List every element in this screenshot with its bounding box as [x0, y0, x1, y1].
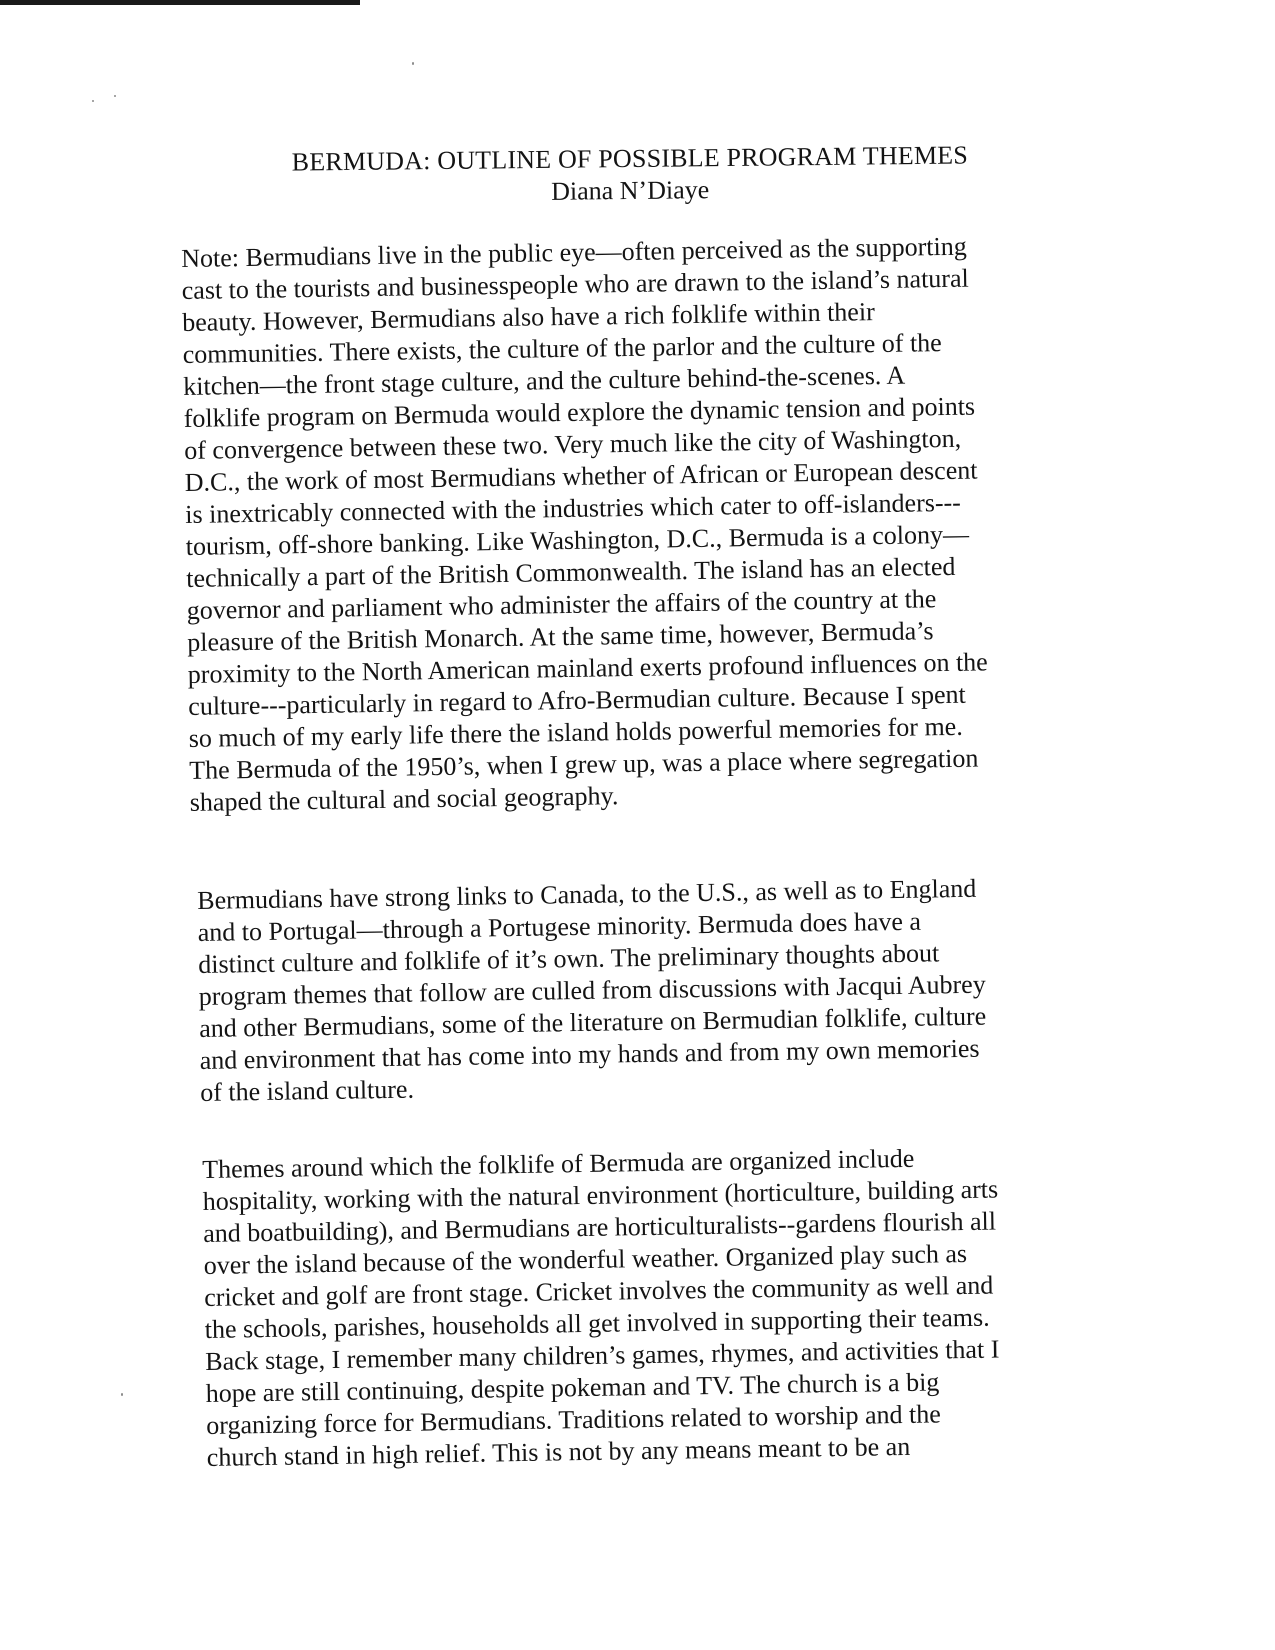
text-line: and other Bermudians, some of the literature on Bermudian folklife, culture	[199, 1001, 987, 1043]
scan-speck	[121, 1393, 123, 1396]
text-line: The Bermuda of the 1950’s, when I grew up, was a place where segregation	[189, 743, 979, 785]
text-line: distinct culture and folklife of it’s own. The preliminary thoughts about	[198, 938, 940, 979]
text-line: governor and parliament who administer the affairs of the country at the	[186, 584, 937, 625]
document-title: BERMUDA: OUTLINE OF POSSIBLE PROGRAM THEMES	[291, 140, 969, 177]
text-line: proximity to the North American mainland exerts profound influences on the	[187, 647, 988, 689]
paragraph-links	[197, 873, 987, 1109]
scan-top-rule	[0, 0, 360, 5]
text-line: tourism, off-shore banking. Like Washington, D.C., Bermuda is a colony—	[185, 519, 970, 561]
paragraph-themes	[202, 1142, 1002, 1474]
scan-speck	[92, 100, 94, 102]
text-line: of convergence between these two. Very much like the city of Washington,	[184, 423, 962, 465]
text-line: pleasure of the British Monarch. At the same time, however, Bermuda’s	[187, 616, 934, 657]
text-line: technically a part of the British Commonwealth. The island has an elected	[186, 551, 956, 593]
text-line: and boatbuilding), and Bermudians are horticulturalists--gardens flourish all	[203, 1206, 997, 1248]
text-line: D.C., the work of most Bermudians whether of African or European descent	[184, 455, 978, 497]
text-line: Back stage, I remember many children’s games, rhymes, and activities that I	[205, 1334, 1000, 1376]
scan-speck	[412, 62, 414, 65]
text-line: of the island culture.	[200, 1074, 415, 1107]
paragraph-note	[181, 230, 990, 818]
text-line: cast to the tourists and businesspeople who are drawn to the island’s natural	[181, 263, 969, 305]
text-line: Themes around which the folklife of Bermuda are organized include	[202, 1143, 915, 1184]
text-line: and environment that has come into my hands and from my own memories	[199, 1033, 980, 1075]
text-line: and to Portugal—through a Portugese minority. Bermuda does have a	[197, 906, 922, 947]
text-line: communities. There exists, the culture of the parlor and the culture of the	[182, 328, 942, 369]
text-line: hope are still continuing, despite pokeman and TV. The church is a big	[205, 1367, 940, 1408]
text-line: Bermudians have strong links to Canada, to the U.S., as well as to England	[197, 873, 977, 915]
text-line: shaped the cultural and social geography.	[189, 781, 619, 817]
text-line: hospitality, working with the natural environment (horticulture, building arts	[202, 1174, 999, 1216]
document-header	[190, 138, 1071, 211]
text-line: folklife program on Bermuda would explore the dynamic tension and points	[183, 391, 976, 433]
text-line: beauty. However, Bermudians also have a rich folklife within their	[182, 297, 875, 337]
text-line: cricket and golf are front stage. Cricket involves the community as well and	[204, 1270, 994, 1312]
text-line: church stand in high relief. This is not by any means meant to be an	[206, 1431, 911, 1472]
text-line: culture---particularly in regard to Afro-Bermudian culture. Because I spent	[188, 679, 966, 721]
text-line: over the island because of the wonderful weather. Organized play such as	[203, 1238, 968, 1280]
scan-speck	[114, 95, 116, 97]
document-author: Diana N’Diaye	[550, 175, 710, 206]
text-line: so much of my early life there the island holds powerful memories for me.	[188, 711, 963, 753]
text-line: kitchen—the front stage culture, and the culture behind-the-scenes. A	[183, 360, 906, 401]
text-line: program themes that follow are culled from discussions with Jacqui Aubrey	[198, 969, 986, 1011]
text-line: organizing force for Bermudians. Traditions related to worship and the	[206, 1399, 941, 1440]
text-line: the schools, parishes, households all get involved in supporting their teams.	[204, 1302, 990, 1344]
text-line: Note: Bermudians live in the public eye—often perceived as the supporting	[181, 231, 967, 273]
text-line: is inextricably connected with the industries which cater to off-islanders---	[185, 487, 962, 529]
